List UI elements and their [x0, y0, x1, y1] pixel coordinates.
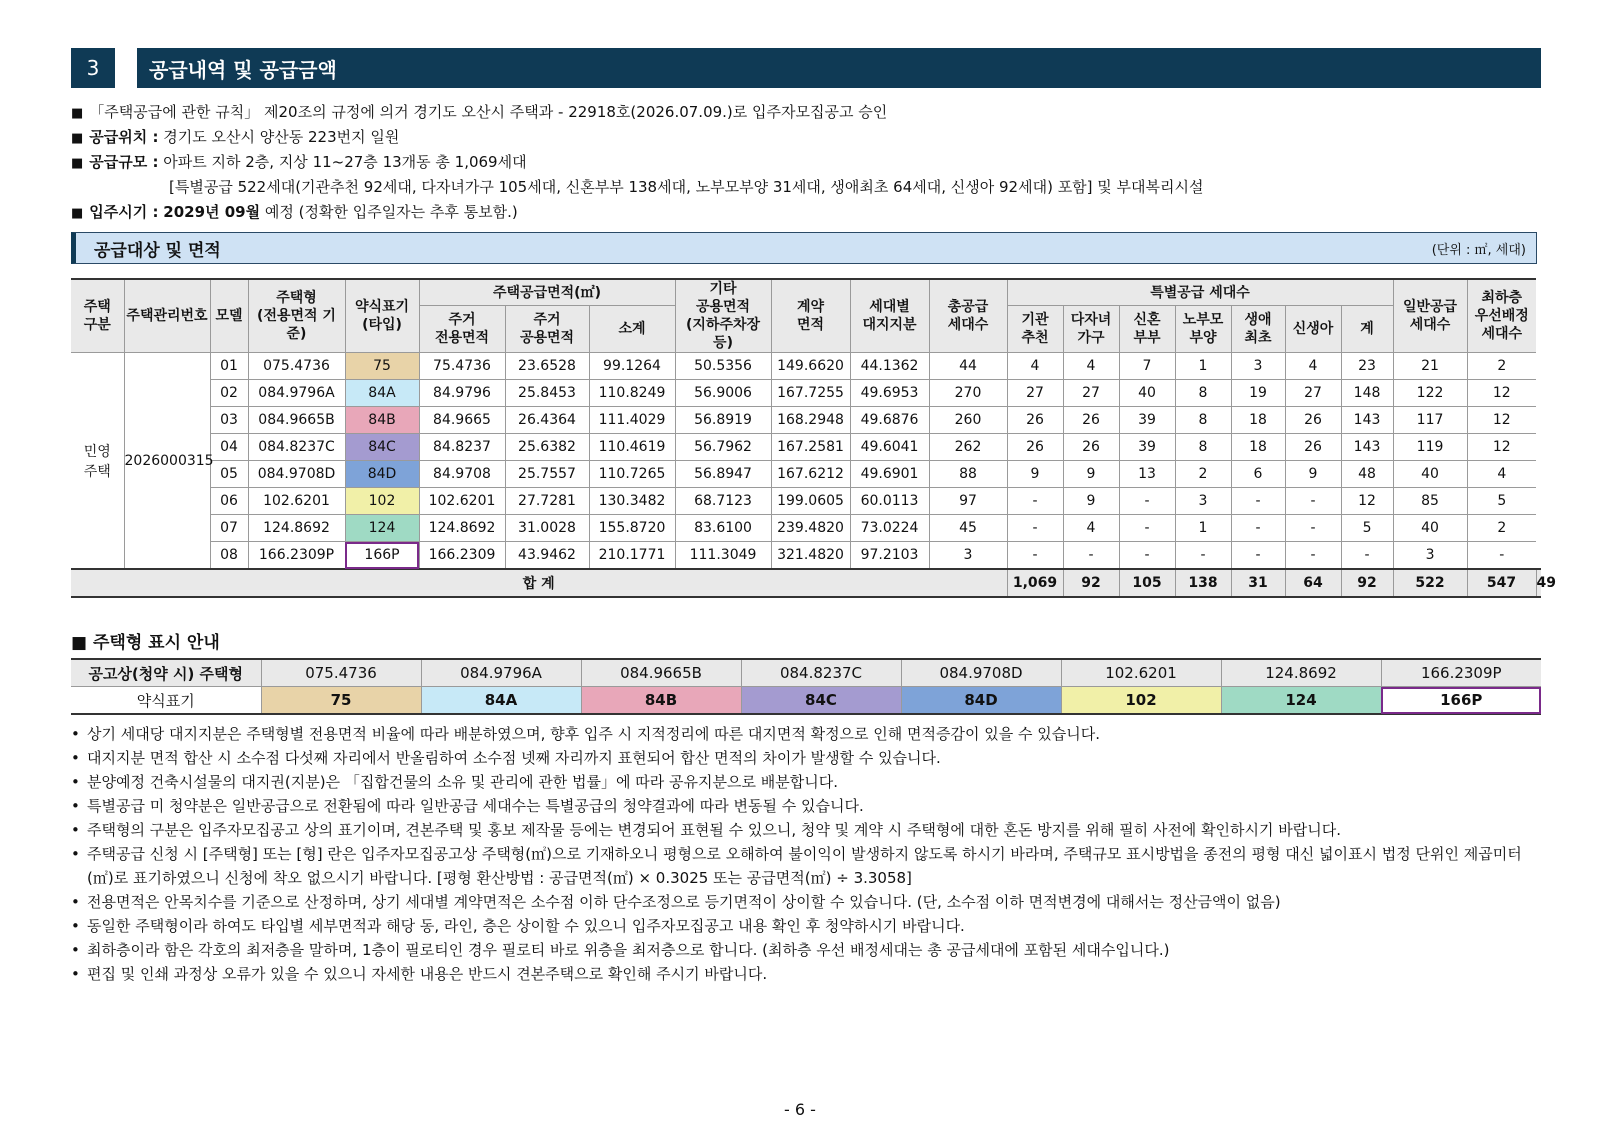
subsection-header — [71, 232, 1537, 264]
table-cell: 6 — [1231, 461, 1285, 488]
page-number: - 6 - — [784, 1100, 816, 1119]
note-item: • 전용면적은 안목치수를 기준으로 산정하며, 상기 세대별 계약면적은 소수점 이하 단수조정으로 등기면적이 상이할 수 있습니다. (단, 소수점 이하 면적변경에 대해서는 정산금액이 없음) — [71, 890, 1541, 914]
table-cell: 26.4364 — [505, 407, 589, 434]
th-house-class: 주택 구분 — [71, 279, 124, 353]
abbr-cell: 84D — [345, 461, 419, 488]
supply-table — [71, 278, 1557, 598]
table-cell: 49.6901 — [850, 461, 929, 488]
table-cell: - — [1231, 488, 1285, 515]
table-cell: 102.6201 — [248, 488, 345, 515]
note-item: • 최하층이라 함은 각호의 최저층을 말하며, 1층이 필로티인 경우 필로티 바로 위층을 최저층으로 합니다. (최하층 우선 배정세대는 총 공급세대에 포함된 세대수입니다.) — [71, 938, 1541, 962]
square-bullet-icon: ■ — [71, 156, 84, 171]
section-header — [71, 48, 1541, 88]
table-cell: 167.6212 — [771, 461, 850, 488]
table-cell: 2 — [1467, 515, 1536, 542]
legend-label: 약식표기 — [71, 687, 261, 715]
table-cell: - — [1231, 542, 1285, 570]
table-cell: 50.5356 — [675, 353, 771, 380]
table-cell: 40 — [1393, 515, 1467, 542]
table-row — [71, 407, 1541, 434]
table-cell: 4 — [1285, 353, 1341, 380]
legend-abbr-cell: 75 — [261, 687, 421, 715]
table-cell: 111.4029 — [589, 407, 675, 434]
note-item: • 주택공급 신청 시 [주택형] 또는 [형] 란은 입주자모집공고상 주택형(㎡)으로 기재하오니 평형으로 오해하여 불이익이 발생하지 않도록 하시기 바라며, 주택규모 표시방법을 종전의 평형 대신 넓이표시 법정 단위인 제곱미터(㎡)로 표기하였으니 신청에 착오 없으시기 바랍니다. [평형 환산방법 : 공급면적(㎡) × 0.3025 또는 공급면적(㎡) ÷ 3.3058] — [71, 842, 1541, 890]
table-cell: 321.4820 — [771, 542, 850, 570]
info-scale-detail: [특별공급 522세대(기관추천 92세대, 다자녀가구 105세대, 신혼부부 138세대, 노부모부양 31세대, 생애최초 64세대, 신생아 92세대) 포함] 및 부대복리시설 — [169, 178, 1204, 196]
table-cell: 1 — [1175, 515, 1231, 542]
table-cell: 4 — [1467, 461, 1536, 488]
th-exclusive: 주거 전용면적 — [419, 306, 505, 353]
table-cell: 084.9708D — [248, 461, 345, 488]
table-cell: 111.3049 — [675, 542, 771, 570]
abbr-cell: 84C — [345, 434, 419, 461]
legend-type-cell: 075.4736 — [261, 659, 421, 687]
table-cell: - — [1175, 542, 1231, 570]
table-cell: 075.4736 — [248, 353, 345, 380]
total-label: 합 계 — [71, 569, 1007, 597]
table-cell: 25.6382 — [505, 434, 589, 461]
table-cell: 122 — [1393, 380, 1467, 407]
legend-type-cell: 084.9665B — [581, 659, 741, 687]
th-total-supply: 총공급 세대수 — [929, 279, 1007, 353]
mgmt-no-cell: 2026000315 — [124, 353, 210, 570]
info-scale: ■ 공급규모 : 아파트 지하 2층, 지상 11~27층 13개동 총 1,069세대 — [71, 153, 527, 171]
table-cell: 084.8237C — [248, 434, 345, 461]
table-cell: 26 — [1285, 434, 1341, 461]
total-cell: 138 — [1175, 569, 1231, 597]
table-cell: 27.7281 — [505, 488, 589, 515]
legend-abbr-cell: 84B — [581, 687, 741, 715]
table-cell: 4 — [1063, 515, 1119, 542]
th-special: 특별공급 세대수 — [1007, 279, 1393, 306]
table-cell: 43.9462 — [505, 542, 589, 570]
table-cell: 45 — [929, 515, 1007, 542]
model-cell: 06 — [210, 488, 248, 515]
table-cell: 8 — [1175, 407, 1231, 434]
th-lowest: 최하층 우선배정 세대수 — [1467, 279, 1536, 353]
legend-title: ■ 주택형 표시 안내 — [71, 633, 220, 653]
table-cell: 44.1362 — [850, 353, 929, 380]
table-cell: 110.4619 — [589, 434, 675, 461]
house-class-cell: 민영 주택 — [71, 353, 124, 570]
table-cell: 60.0113 — [850, 488, 929, 515]
table-cell: 26 — [1007, 434, 1063, 461]
table-cell: 18 — [1231, 434, 1285, 461]
th-subtotal: 소계 — [589, 306, 675, 353]
total-cell: 49 — [1536, 569, 1541, 597]
table-cell: 49.6876 — [850, 407, 929, 434]
table-cell: 148 — [1341, 380, 1393, 407]
square-bullet-icon: ■ — [71, 206, 84, 221]
th-model: 모델 — [210, 279, 248, 353]
table-cell: 21 — [1393, 353, 1467, 380]
legend-abbr-row — [71, 687, 1541, 715]
table-cell: 56.9006 — [675, 380, 771, 407]
table-cell: 84.9796 — [419, 380, 505, 407]
th-house-type: 주택형 (전용면적 기준) — [248, 279, 345, 353]
table-cell: 75.4736 — [419, 353, 505, 380]
table-cell: 4 — [1007, 353, 1063, 380]
note-item: • 상기 세대당 대지지분은 주택형별 전용면적 비율에 따라 배분하였으며, 향후 입주 시 지적정리에 따른 대지면적 확정으로 인해 면적증감이 있을 수 있습니다. — [71, 722, 1541, 746]
legend-type-cell: 124.8692 — [1221, 659, 1381, 687]
th-newlywed: 신혼 부부 — [1119, 306, 1175, 353]
table-row — [71, 488, 1541, 515]
total-cell: 31 — [1231, 569, 1285, 597]
table-cell: 8 — [1175, 434, 1231, 461]
th-other-common: 기타 공용면적 (지하주차장 등) — [675, 279, 771, 353]
table-cell: 5 — [1341, 515, 1393, 542]
legend-abbr-cell: 84C — [741, 687, 901, 715]
section-title: 공급내역 및 공급금액 — [137, 48, 1541, 88]
table-cell: 68.7123 — [675, 488, 771, 515]
table-cell: 56.7962 — [675, 434, 771, 461]
table-cell: 199.0605 — [771, 488, 850, 515]
legend-type-cell: 084.9796A — [421, 659, 581, 687]
model-cell: 08 — [210, 542, 248, 570]
table-cell: 143 — [1341, 434, 1393, 461]
table-cell: 48 — [1341, 461, 1393, 488]
th-land-share: 세대별 대지지분 — [850, 279, 929, 353]
table-cell: 260 — [929, 407, 1007, 434]
table-cell: 084.9796A — [248, 380, 345, 407]
th-general: 일반공급 세대수 — [1393, 279, 1467, 353]
table-row — [71, 434, 1541, 461]
table-cell: 23.6528 — [505, 353, 589, 380]
th-contract: 계약 면적 — [771, 279, 850, 353]
model-cell: 03 — [210, 407, 248, 434]
table-cell: 84.9665 — [419, 407, 505, 434]
table-row — [71, 380, 1541, 407]
th-newborn: 신생아 — [1285, 306, 1341, 353]
table-cell: 166.2309P — [248, 542, 345, 570]
table-cell: 2 — [1175, 461, 1231, 488]
table-row — [71, 542, 1541, 570]
th-abbr: 약식표기 (타입) — [345, 279, 419, 353]
note-item: • 동일한 주택형이라 하여도 타입별 세부면적과 해당 동, 라인, 층은 상이할 수 있으니 입주자모집공고 내용 확인 후 청약하시기 바랍니다. — [71, 914, 1541, 938]
table-cell: 84.9708 — [419, 461, 505, 488]
table-cell: 155.8720 — [589, 515, 675, 542]
square-bullet-icon: ■ — [71, 633, 93, 653]
table-cell: - — [1119, 515, 1175, 542]
table-cell: 12 — [1467, 407, 1536, 434]
table-cell: 83.6100 — [675, 515, 771, 542]
th-first: 생애 최초 — [1231, 306, 1285, 353]
table-cell: 19 — [1231, 380, 1285, 407]
legend-label: 공고상(청약 시) 주택형 — [71, 659, 261, 687]
th-elderly: 노부모 부양 — [1175, 306, 1231, 353]
table-cell: 7 — [1119, 353, 1175, 380]
legend-type-cell: 084.8237C — [741, 659, 901, 687]
th-sp-total: 계 — [1341, 306, 1393, 353]
table-cell: 167.7255 — [771, 380, 850, 407]
table-cell: 12 — [1467, 380, 1536, 407]
table-cell: 26 — [1063, 407, 1119, 434]
note-item: • 편집 및 인쇄 과정상 오류가 있을 수 있으니 자세한 내용은 반드시 견본주택으로 확인해 주시기 바랍니다. — [71, 962, 1541, 986]
legend-abbr-cell: 124 — [1221, 687, 1381, 715]
table-cell: 9 — [1285, 461, 1341, 488]
table-cell: 9 — [1007, 461, 1063, 488]
table-cell: 27 — [1063, 380, 1119, 407]
legend-type-row — [71, 659, 1541, 687]
supply-info — [71, 100, 1541, 225]
table-cell: 110.8249 — [589, 380, 675, 407]
table-cell: 166.2309 — [419, 542, 505, 570]
table-cell: 27 — [1007, 380, 1063, 407]
unit-label: (단위 : ㎡, 세대) — [1431, 242, 1526, 258]
table-cell: 84.8237 — [419, 434, 505, 461]
table-cell: 73.0224 — [850, 515, 929, 542]
square-bullet-icon: ■ — [71, 106, 84, 121]
abbr-cell: 166P — [345, 542, 419, 570]
abbr-cell: 102 — [345, 488, 419, 515]
table-cell: - — [1007, 515, 1063, 542]
table-cell: 3 — [1175, 488, 1231, 515]
legend-type-cell: 102.6201 — [1061, 659, 1221, 687]
table-row — [71, 461, 1541, 488]
table-cell: 12 — [1467, 434, 1536, 461]
table-cell: 88 — [929, 461, 1007, 488]
model-cell: 05 — [210, 461, 248, 488]
total-row — [71, 569, 1541, 597]
table-cell: - — [1231, 515, 1285, 542]
table-cell: 9 — [1063, 488, 1119, 515]
table-cell: 12 — [1341, 488, 1393, 515]
table-cell: 084.9665B — [248, 407, 345, 434]
table-cell: - — [1285, 515, 1341, 542]
legend-abbr-cell: 84A — [421, 687, 581, 715]
table-cell: - — [1119, 488, 1175, 515]
table-cell: 44 — [929, 353, 1007, 380]
table-row — [71, 353, 1541, 380]
th-inst: 기관 추천 — [1007, 306, 1063, 353]
table-cell: 99.1264 — [589, 353, 675, 380]
table-cell: 97.2103 — [850, 542, 929, 570]
th-common: 주거 공용면적 — [505, 306, 589, 353]
table-cell: 56.8947 — [675, 461, 771, 488]
table-cell: 27 — [1285, 380, 1341, 407]
total-cell: 64 — [1285, 569, 1341, 597]
table-cell: 210.1771 — [589, 542, 675, 570]
table-cell: 49.6041 — [850, 434, 929, 461]
model-cell: 04 — [210, 434, 248, 461]
info-move-in: ■ 입주시기 : 2029년 09월 예정 (정확한 입주일자는 추후 통보함.) — [71, 203, 518, 221]
total-cell: 92 — [1063, 569, 1119, 597]
table-cell: 85 — [1393, 488, 1467, 515]
table-cell: 117 — [1393, 407, 1467, 434]
th-multi: 다자녀 가구 — [1063, 306, 1119, 353]
table-cell: 168.2948 — [771, 407, 850, 434]
table-cell: 31.0028 — [505, 515, 589, 542]
table-cell: 49.6953 — [850, 380, 929, 407]
table-cell: 143 — [1341, 407, 1393, 434]
total-cell: 105 — [1119, 569, 1175, 597]
model-cell: 07 — [210, 515, 248, 542]
legend-abbr-cell: 166P — [1381, 687, 1541, 715]
table-cell: 124.8692 — [248, 515, 345, 542]
abbr-cell: 124 — [345, 515, 419, 542]
legend-abbr-cell: 102 — [1061, 687, 1221, 715]
table-cell: 13 — [1119, 461, 1175, 488]
info-location: ■ 공급위치 : 경기도 오산시 양산동 223번지 일원 — [71, 128, 400, 146]
table-cell: 130.3482 — [589, 488, 675, 515]
th-mgmt-no: 주택관리번호 — [124, 279, 210, 353]
note-item: • 분양예정 건축시설물의 대지권(지분)은 「집합건물의 소유 및 관리에 관한 법률」에 따라 공유지분으로 배분합니다. — [71, 770, 1541, 794]
table-cell: 3 — [929, 542, 1007, 570]
table-cell: 39 — [1119, 434, 1175, 461]
table-cell: 9 — [1063, 461, 1119, 488]
table-row — [71, 515, 1541, 542]
total-cell: 1,069 — [1007, 569, 1063, 597]
table-cell: 25.8453 — [505, 380, 589, 407]
model-cell: 01 — [210, 353, 248, 380]
note-item: • 주택형의 구분은 입주자모집공고 상의 표기이며, 견본주택 및 홍보 제작물 등에는 변경되어 표현될 수 있으니, 청약 및 계약 시 주택형에 대한 혼돈 방지를 위해 필히 사전에 확인하시기 바랍니다. — [71, 818, 1541, 842]
table-cell: 26 — [1007, 407, 1063, 434]
total-cell: 547 — [1467, 569, 1536, 597]
table-cell: 3 — [1231, 353, 1285, 380]
table-cell: 119 — [1393, 434, 1467, 461]
table-cell: 1 — [1175, 353, 1231, 380]
subsection-title: 공급대상 및 면적 — [94, 240, 221, 261]
table-cell: 3 — [1393, 542, 1467, 570]
table-cell: 102.6201 — [419, 488, 505, 515]
table-cell: 4 — [1063, 353, 1119, 380]
info-approval: ■ 「주택공급에 관한 규칙」 제20조의 규정에 의거 경기도 오산시 주택과 - 22918호(2026.07.09.)로 입주자모집공고 승인 — [71, 103, 888, 121]
note-item: • 대지지분 면적 합산 시 소수점 다섯째 자리에서 반올림하여 소수점 넷째 자리까지 표현되어 합산 면적의 차이가 발생할 수 있습니다. — [71, 746, 1541, 770]
legend-type-cell: 084.9708D — [901, 659, 1061, 687]
total-cell: 522 — [1393, 569, 1467, 597]
table-cell: - — [1063, 542, 1119, 570]
legend-abbr-cell: 84D — [901, 687, 1061, 715]
model-cell: 02 — [210, 380, 248, 407]
table-cell: - — [1467, 542, 1536, 570]
legend-table — [71, 658, 1541, 715]
table-cell: 2 — [1467, 353, 1536, 380]
table-cell: 167.2581 — [771, 434, 850, 461]
table-cell: - — [1007, 542, 1063, 570]
table-cell: 262 — [929, 434, 1007, 461]
table-cell: 5 — [1467, 488, 1536, 515]
table-cell: 239.4820 — [771, 515, 850, 542]
table-cell: 26 — [1063, 434, 1119, 461]
square-bullet-icon: ■ — [71, 131, 84, 146]
legend-type-cell: 166.2309P — [1381, 659, 1541, 687]
table-cell: 25.7557 — [505, 461, 589, 488]
note-item: • 특별공급 미 청약분은 일반공급으로 전환됨에 따라 일반공급 세대수는 특별공급의 청약결과에 따라 변동될 수 있습니다. — [71, 794, 1541, 818]
table-cell: 23 — [1341, 353, 1393, 380]
abbr-cell: 84A — [345, 380, 419, 407]
table-cell: 40 — [1119, 380, 1175, 407]
table-cell: - — [1285, 488, 1341, 515]
table-cell: 56.8919 — [675, 407, 771, 434]
total-cell: 92 — [1341, 569, 1393, 597]
table-cell: 26 — [1285, 407, 1341, 434]
abbr-cell: 84B — [345, 407, 419, 434]
table-cell: 124.8692 — [419, 515, 505, 542]
notes-list — [71, 722, 1541, 986]
table-cell: 270 — [929, 380, 1007, 407]
abbr-cell: 75 — [345, 353, 419, 380]
table-cell: - — [1341, 542, 1393, 570]
table-cell: 97 — [929, 488, 1007, 515]
table-cell: 40 — [1393, 461, 1467, 488]
table-cell: 110.7265 — [589, 461, 675, 488]
section-number: 3 — [71, 48, 115, 88]
table-cell: - — [1119, 542, 1175, 570]
table-cell: - — [1285, 542, 1341, 570]
th-supply-area: 주택공급면적(㎡) — [419, 279, 675, 306]
table-cell: 8 — [1175, 380, 1231, 407]
table-cell: 149.6620 — [771, 353, 850, 380]
table-cell: 18 — [1231, 407, 1285, 434]
table-cell: 39 — [1119, 407, 1175, 434]
table-cell: - — [1007, 488, 1063, 515]
